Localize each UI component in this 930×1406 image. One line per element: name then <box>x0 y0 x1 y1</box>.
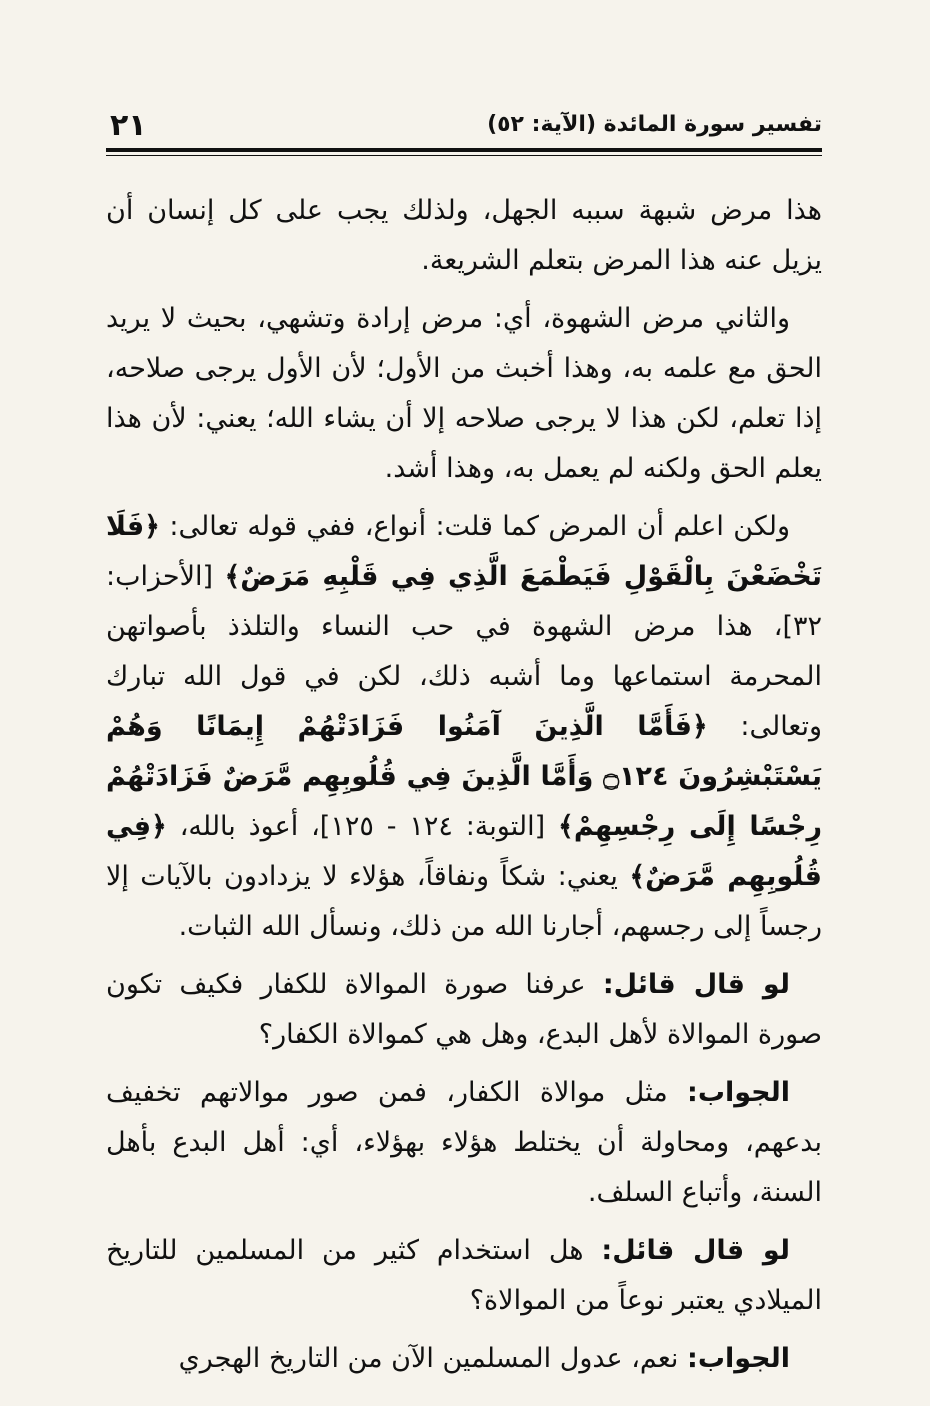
paragraph-text: [الأحزاب: ٣٢]، هذا مرض الشهوة في حب النساء والتلذذ بأصواتهن المحرمة استماعها وما أشبه ذلك، لكن في قول الله تبارك وتعالى: <box>106 561 822 742</box>
paragraph-text: ولكن اعلم أن المرض كما قلت: أنواع، ففي قوله تعالى: <box>160 511 790 542</box>
running-title: تفسير سورة المائدة (الآية: ٥٢) <box>487 112 822 137</box>
answer-label: الجواب: <box>687 1077 790 1108</box>
paragraph-text: والثاني مرض الشهوة، أي: مرض إرادة وتشهي، بحيث لا يريد الحق مع علمه به، وهذا أخبث من الأول؛ لأن الأول يرجى صلاحه، إذا تعلم، لكن هذا لا يرجى صلاحه إلا أن يشاء الله؛ يعني: لأن هذا يعلم الحق ولكنه لم يعمل به، وهذا أشد. <box>106 303 822 484</box>
answer-paragraph <box>106 1334 822 1384</box>
page-number: ٢١ <box>110 108 147 143</box>
answer-label: الجواب: <box>687 1343 790 1374</box>
question-label: لو قال قائل: <box>602 969 790 1000</box>
quran-verse: ﴿فِي قُلُوبِهِم مَّرَضٌ﴾ <box>106 811 822 892</box>
answer-paragraph <box>106 1068 822 1218</box>
paragraph <box>106 294 822 494</box>
paragraph-text: هذا مرض شبهة سببه الجهل، ولذلك يجب على كل إنسان أن يزيل عنه هذا المرض بتعلم الشريعة. <box>106 195 822 276</box>
paragraph <box>106 186 822 286</box>
question-label: لو قال قائل: <box>601 1235 790 1266</box>
question-text: عرفنا صورة الموالاة للكفار فكيف تكون صورة الموالاة لأهل البدع، وهل هي كموالاة الكفار؟ <box>106 969 822 1050</box>
quran-verse: ﴿فَلَا تَخْضَعْنَ بِالْقَوْلِ فَيَطْمَعَ الَّذِي فِي قَلْبِهِ مَرَضٌ﴾ <box>106 511 822 592</box>
answer-text: مثل موالاة الكفار، فمن صور موالاتهم تخفيف بدعهم، ومحاولة أن يختلط هؤلاء بهؤلاء، أي: أهل البدع بأهل السنة، وأتباع السلف. <box>106 1077 822 1208</box>
header-rule-thin <box>106 155 822 156</box>
question-paragraph <box>106 960 822 1060</box>
paragraph <box>106 502 822 952</box>
question-paragraph <box>106 1226 822 1326</box>
quran-verse: ﴿فَأَمَّا الَّذِينَ آمَنُوا فَزَادَتْهُمْ إِيمَانًا وَهُمْ يَسْتَبْشِرُونَ ۝١٢٤ وَأَمَّا الَّذِينَ فِي قُلُوبِهِم مَّرَضٌ فَزَادَتْهُمْ رِجْسًا إِلَى رِجْسِهِمْ﴾ <box>106 711 823 842</box>
header-rule-thick <box>106 148 822 152</box>
page-header <box>106 108 822 148</box>
answer-text: نعم، عدول المسلمين الآن من التاريخ الهجري <box>178 1343 688 1374</box>
body-text <box>106 186 822 1392</box>
paragraph-text: [التوبة: ١٢٤ - ١٢٥]، أعوذ بالله، <box>166 811 559 842</box>
paragraph-text: يعني: شكاً ونفاقاً، هؤلاء لا يزدادون بالآيات إلا رجساً إلى رجسهم، أجارنا الله من ذلك، ونسأل الله الثبات. <box>106 861 822 942</box>
question-text: هل استخدام كثير من المسلمين للتاريخ الميلادي يعتبر نوعاً من الموالاة؟ <box>106 1235 822 1316</box>
